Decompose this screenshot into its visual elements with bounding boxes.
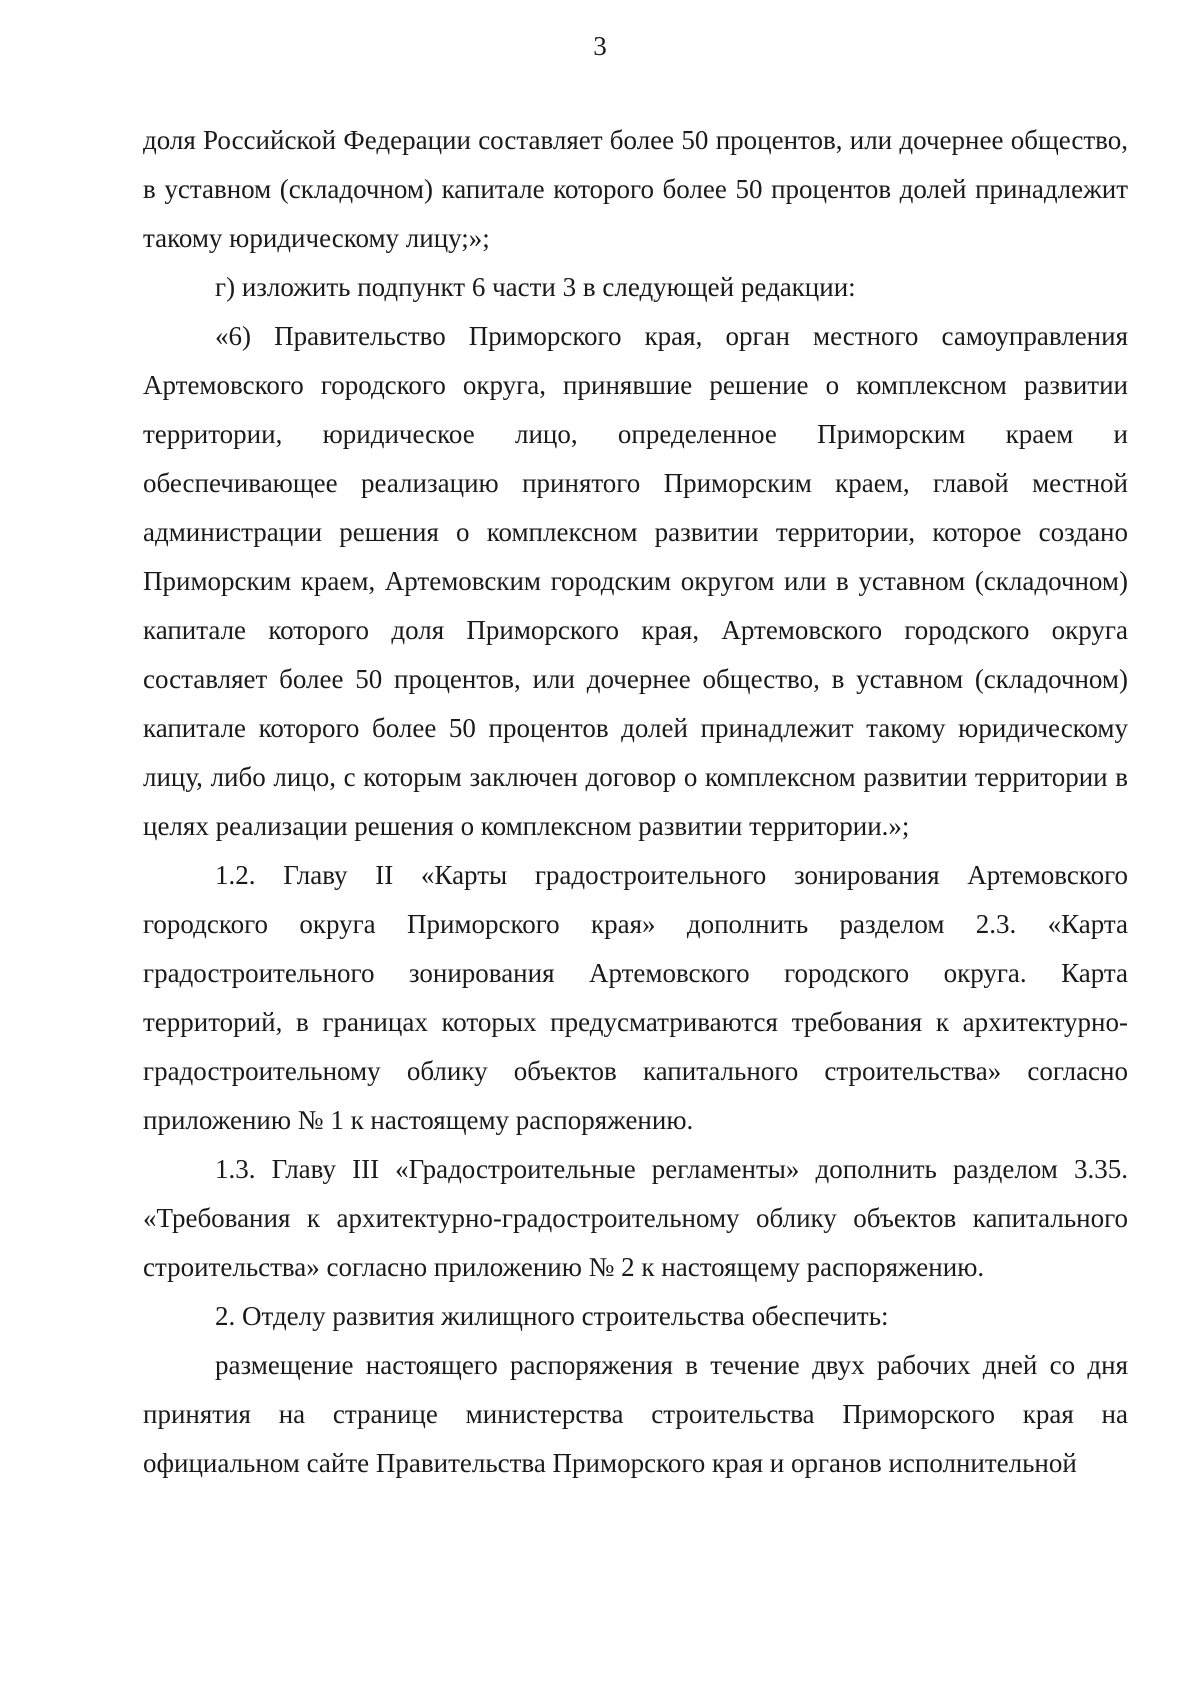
paragraph-subitem-g: г) изложить подпункт 6 части 3 в следующей редакции: — [215, 272, 856, 302]
page-number: 3 — [593, 31, 607, 61]
paragraph-item-1-2: 1.2. Главу II «Карты градостроительного зонирования Артемовского городского округа Приморского края» дополнить разделом 2.3. «Карта градостроительного зонирования Артемовского городского округа. Карта территорий, в границах которых предусматриваются требования к архитектурно-градостроительному облику объектов капитального строительства» согласно приложению № 1 к настоящему распоряжению. — [143, 860, 1128, 1135]
paragraph-placement: размещение настоящего распоряжения в течение двух рабочих дней со дня принятия на странице министерства строительства Приморского края на официальном сайте Правительства Приморского края и органов исполнительной — [143, 1350, 1128, 1478]
paragraph-item-2: 2. Отделу развития жилищного строительства обеспечить: — [215, 1301, 889, 1331]
paragraph-continuation: доля Российской Федерации составляет более 50 процентов, или дочернее общество, в уставном (складочном) капитале которого более 50 процентов долей принадлежит такому юридическому лицу;»; — [143, 125, 1128, 253]
document-body — [143, 116, 1128, 1488]
paragraph-subpoint-6: «6) Правительство Приморского края, орган местного самоуправления Артемовского городского округа, принявшие решение о комплексном развитии территории, юридическое лицо, определенное Приморским краем и обеспечивающее реализацию принятого Приморским краем, главой местной администрации решения о комплексном развитии территории, которое создано Приморским краем, Артемовским городским округом или в уставном (складочном) капитале которого доля Приморского края, Артемовского городского округа составляет более 50 процентов, или дочернее общество, в уставном (складочном) капитале которого более 50 процентов долей принадлежит такому юридическому лицу, либо лицо, с которым заключен договор о комплексном развитии территории в целях реализации решения о комплексном развитии территории.»; — [143, 321, 1128, 841]
paragraph-item-1-3: 1.3. Главу III «Градостроительные регламенты» дополнить разделом 3.35. «Требования к архитектурно-градостроительному облику объектов капитального строительства» согласно приложению № 2 к настоящему распоряжению. — [143, 1154, 1128, 1282]
